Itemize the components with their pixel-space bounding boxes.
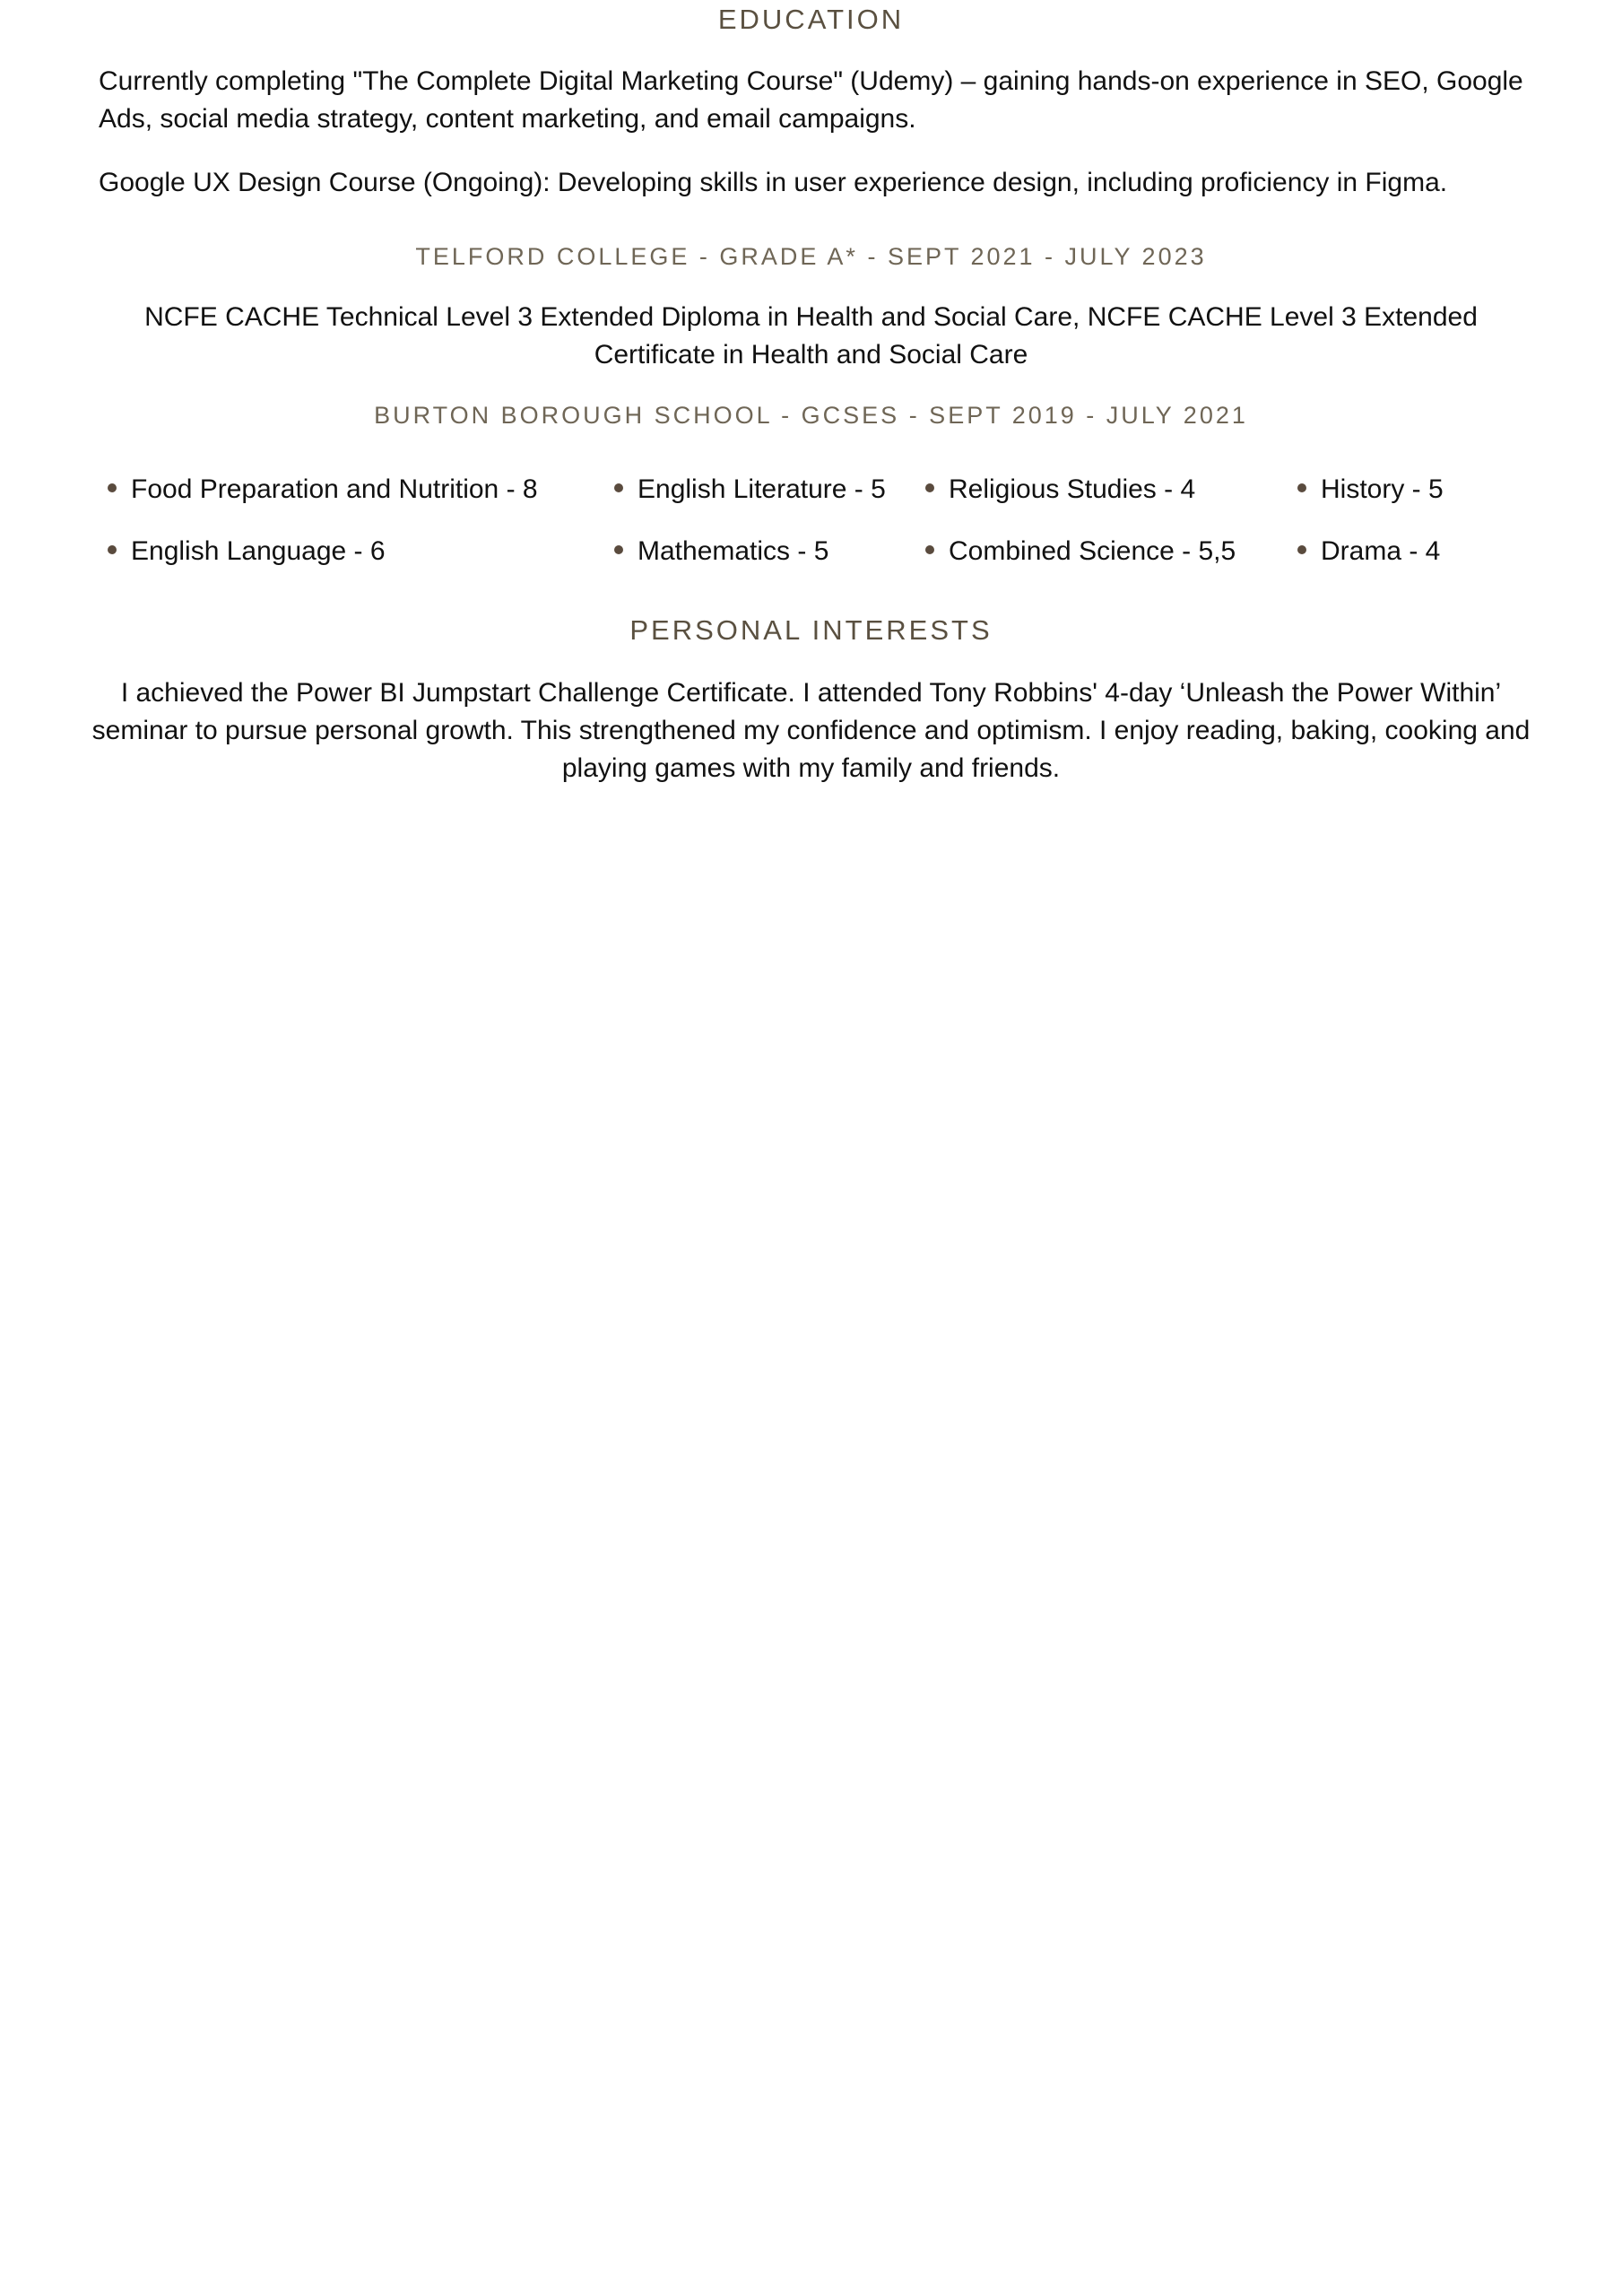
bullet-icon <box>614 545 623 554</box>
list-item: Mathematics - 5 <box>614 533 828 570</box>
telford-college-heading: TELFORD COLLEGE - GRADE A* - SEPT 2021 - JULY 2023 <box>415 243 1207 270</box>
list-item: History - 5 <box>1297 471 1444 509</box>
burton-borough-heading: BURTON BOROUGH SCHOOL - GCSES - SEPT 2019 - JULY 2021 <box>374 402 1248 429</box>
gcse-grades-list <box>108 471 1542 605</box>
bullet-icon <box>108 483 117 492</box>
bullet-icon <box>108 545 117 554</box>
bullet-icon <box>925 483 934 492</box>
education-title: EDUCATION <box>717 4 905 35</box>
list-item: Combined Science - 5,5 <box>925 533 1236 570</box>
list-item: Drama - 4 <box>1297 533 1440 570</box>
list-item: Food Preparation and Nutrition - 8 <box>108 471 538 509</box>
bullet-icon <box>1297 545 1306 554</box>
list-item: English Language - 6 <box>108 533 386 570</box>
bullet-icon <box>614 483 623 492</box>
telford-college-description: NCFE CACHE Technical Level 3 Extended Diploma in Health and Social Care, NCFE CACHE Level 3 Extended Certificate in Health and Social Care <box>144 302 1478 370</box>
personal-interests-text: I achieved the Power BI Jumpstart Challenge Certificate. I attended Tony Robbins' 4-day ‘Unleash the Power Within’ seminar to pursue personal growth. This strengthened my confidence and optimism. I enjoy reading, baking, cooking and playing games with my family and friends. <box>91 678 1531 783</box>
bullet-icon <box>925 545 934 554</box>
list-item: English Literature - 5 <box>614 471 886 509</box>
list-item: Religious Studies - 4 <box>925 471 1195 509</box>
education-digital-marketing: Currently completing "The Complete Digital Marketing Course" (Udemy) – gaining hands-on experience in SEO, Google Ads, social media strategy, content marketing, and email campaigns. <box>99 66 1523 134</box>
education-ux-design: Google UX Design Course (Ongoing): Developing skills in user experience design, including proficiency in Figma. <box>99 168 1448 197</box>
personal-interests-title: PERSONAL INTERESTS <box>629 614 993 646</box>
bullet-icon <box>1297 483 1306 492</box>
